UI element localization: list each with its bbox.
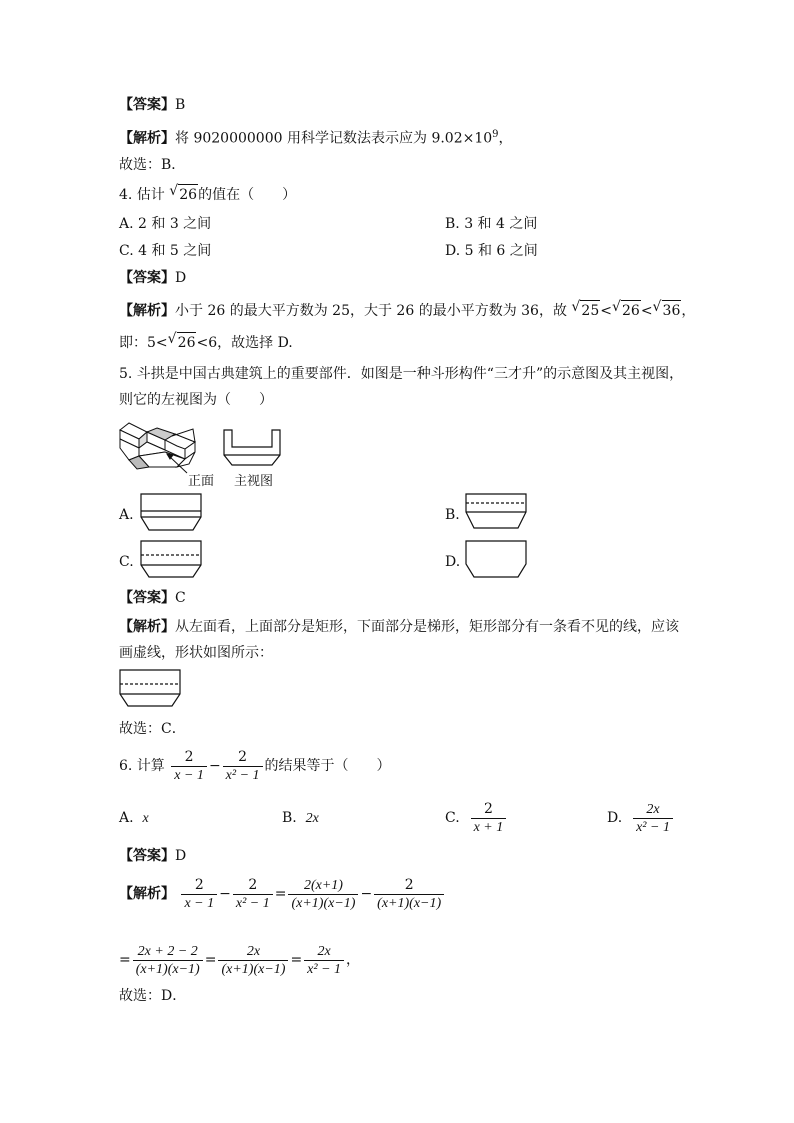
numerator: 2	[374, 877, 444, 895]
numerator: 2x	[633, 801, 673, 819]
denominator: x + 1	[473, 819, 504, 835]
denominator: x² − 1	[636, 819, 670, 835]
minus-sign: −	[219, 886, 231, 902]
bracket-3d-figure	[117, 420, 202, 475]
q4-option-a: A. 2 和 3 之间	[119, 216, 212, 232]
option-value: x	[142, 811, 149, 826]
sqrt-26: √ 26	[169, 183, 198, 203]
analysis-text: 从左面看，上面部分是矩形，下面部分是梯形，矩形部分有一条看不见的线，应该	[175, 619, 679, 635]
denominator: (x+1)(x−1)	[135, 961, 200, 977]
answer-tag: 【答案】	[119, 590, 175, 606]
q5-analysis-line	[119, 617, 679, 637]
stem-text-tail: 的结果等于（ ）	[264, 758, 391, 774]
q5-option-d: D.	[445, 554, 461, 570]
radicand: 25	[580, 300, 600, 321]
option-label: A.	[119, 810, 134, 826]
q4-option-b: B. 3 和 4 之间	[445, 216, 538, 232]
denominator: x − 1	[184, 895, 215, 911]
numerator: 2x	[218, 943, 288, 961]
answer-tag: 【答案】	[119, 97, 175, 113]
label-front: 正面	[188, 474, 215, 489]
answer-tag: 【答案】	[119, 270, 175, 286]
q5-stem-1: 5. 斗拱是中国古典建筑上的重要部件．如图是一种斗形构件“三才升”的示意图及其主视图，	[119, 366, 684, 382]
option-b-figure	[465, 493, 527, 531]
label-main-view: 主视图	[234, 474, 274, 489]
fraction	[181, 877, 217, 912]
numerator: 2	[233, 877, 273, 895]
answer-tag: 【答案】	[119, 848, 175, 864]
less-than: <	[155, 335, 168, 351]
analysis-tag: 【解析】	[119, 886, 175, 902]
option-c-figure	[140, 540, 202, 578]
fraction	[223, 749, 263, 784]
q6-analysis-line-2	[119, 942, 360, 978]
denominator: x² − 1	[225, 767, 260, 783]
q3-answer-line	[119, 95, 185, 115]
option-label: D.	[607, 810, 623, 826]
option-label: C.	[445, 810, 460, 826]
analysis-text: 小于 26 的最大平方数为 25，大于 26 的最小平方数为 36，故	[175, 303, 567, 319]
q6-analysis-line	[119, 876, 446, 912]
main-view-figure	[222, 428, 282, 468]
less-than: <	[640, 303, 653, 319]
analysis-text-tail: 6，故选择 D.	[208, 335, 293, 351]
numerator: 2	[223, 749, 263, 767]
q6-option-b	[282, 808, 319, 829]
punct: ，	[346, 952, 361, 968]
numerator: 2x	[304, 943, 344, 961]
denominator: x − 1	[174, 767, 204, 783]
equals-sign: =	[119, 952, 131, 968]
fraction	[233, 877, 273, 912]
less-than: <	[600, 303, 612, 319]
numerator: 2	[181, 877, 217, 895]
denominator: x² − 1	[235, 895, 270, 911]
stem-text: 4. 估计	[119, 187, 165, 203]
q6-stem	[119, 748, 391, 784]
option-d-figure	[465, 540, 527, 578]
numerator: 2	[171, 749, 207, 767]
fraction	[633, 801, 673, 836]
analysis-tag: 【解析】	[119, 130, 175, 147]
punct: ，	[681, 303, 696, 319]
q6-option-c	[445, 800, 508, 836]
q4-stem	[119, 184, 296, 205]
q4-option-d: D. 5 和 6 之间	[445, 243, 538, 259]
sqrt-26: √ 26	[167, 331, 196, 351]
minus-sign: −	[208, 758, 221, 774]
option-value: 2x	[305, 811, 319, 826]
q5-option-a: A.	[119, 507, 134, 523]
q5-conclusion: 故选：C．	[119, 721, 186, 737]
denominator: (x+1)(x−1)	[377, 895, 442, 911]
radicand: 26	[621, 300, 641, 321]
q4-analysis-line-2	[119, 332, 293, 353]
equals-sign: =	[204, 952, 217, 968]
q3-analysis-line	[119, 125, 513, 149]
fraction	[374, 877, 444, 912]
q5-stem-2: 则它的左视图为（ ）	[119, 392, 273, 408]
sci-notation: 9.02×10	[431, 130, 493, 147]
punct: ，	[498, 130, 513, 147]
q6-conclusion: 故选：D．	[119, 988, 187, 1004]
q5-analysis-line-2: 画虚线，形状如图所示：	[119, 645, 273, 661]
fraction	[218, 943, 288, 978]
q4-option-c: C. 4 和 5 之间	[119, 243, 212, 259]
q4-analysis-line	[119, 300, 695, 321]
q5-option-b: B.	[445, 507, 460, 523]
equals-sign: =	[290, 952, 303, 968]
q6-option-a	[119, 808, 149, 829]
sqrt-25: √ 25	[571, 299, 600, 319]
fraction	[288, 877, 358, 912]
numerator: 2x + 2 − 2	[133, 943, 203, 961]
radicand: 36	[662, 300, 682, 321]
sci-exponent: 9	[492, 129, 499, 140]
numerator: 2(x+1)	[288, 877, 358, 895]
solution-figure	[119, 669, 181, 707]
analysis-tag: 【解析】	[119, 619, 175, 635]
denominator: (x+1)(x−1)	[221, 961, 286, 977]
equals-sign: =	[274, 886, 287, 902]
stem-text-tail: 的值在（ ）	[198, 187, 297, 203]
option-a-figure	[140, 493, 202, 531]
stem-text: 6. 计算	[119, 758, 165, 774]
answer-value: B	[175, 97, 186, 113]
radicand: 26	[178, 184, 198, 205]
numerator: 2	[471, 801, 507, 819]
q5-option-c: C.	[119, 554, 134, 570]
option-label: B.	[282, 810, 297, 826]
fraction	[304, 943, 344, 978]
q4-answer-line	[119, 268, 186, 288]
answer-value: D	[175, 270, 187, 286]
q6-option-d	[607, 800, 675, 836]
q6-answer-line	[119, 846, 186, 866]
answer-value: C	[175, 590, 186, 606]
answer-value: D	[175, 848, 187, 864]
q3-conclusion: 故选：B．	[119, 157, 186, 173]
fraction	[171, 749, 207, 784]
analysis-text: 即：5	[119, 335, 156, 351]
radicand: 26	[177, 332, 197, 353]
denominator: (x+1)(x−1)	[291, 895, 356, 911]
analysis-tag: 【解析】	[119, 303, 175, 319]
fraction	[133, 943, 203, 978]
less-than: <	[196, 335, 209, 351]
sqrt-26: √ 26	[611, 299, 640, 319]
analysis-text: 将 9020000000 用科学记数法表示应为	[175, 130, 427, 147]
fraction	[471, 801, 507, 836]
minus-sign: −	[360, 886, 373, 902]
q5-answer-line	[119, 588, 186, 608]
denominator: x² − 1	[307, 961, 342, 977]
sqrt-36: √ 36	[652, 299, 681, 319]
